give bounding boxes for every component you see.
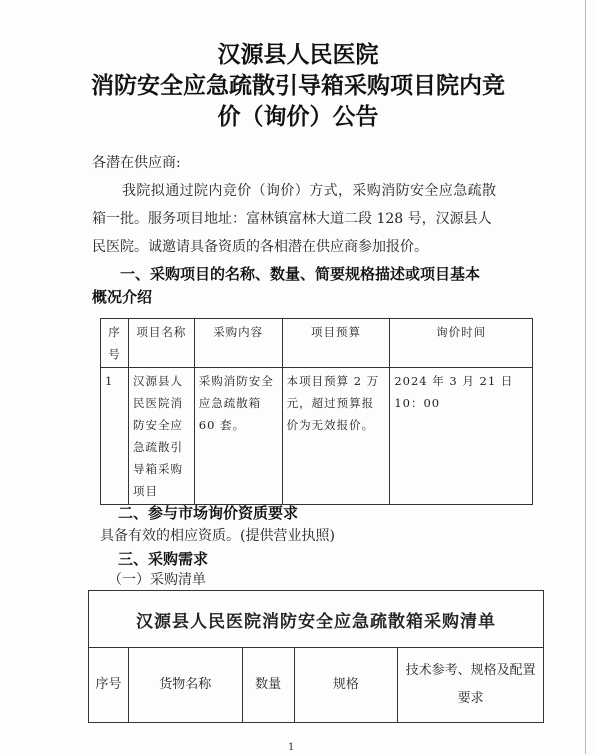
procurement-list-caption: 汉源县人民医院消防安全应急疏散箱采购清单 xyxy=(89,591,544,648)
cell-no: 1 xyxy=(101,368,129,505)
header-cell-spec: 规格 xyxy=(294,648,398,723)
header-cell-tech-requirements: 技术参考、规格及配置要求 xyxy=(398,648,544,723)
cell-name: 汉源县人民医院消防安全应急疏散引导箱采购项目 xyxy=(128,368,194,505)
header-cell-budget: 项目预算 xyxy=(282,319,390,368)
header-cell-goods-name: 货物名称 xyxy=(128,648,242,723)
title-line-2: 消防安全应急疏散引导箱采购项目院内竞 xyxy=(91,73,505,99)
header-cell-no: 序号 xyxy=(89,648,129,723)
section-2-heading: 二、参与市场询价资质要求 xyxy=(118,504,299,522)
section-1-heading-line-1: 一、采购项目的名称、数量、简要规格描述或项目基本 xyxy=(120,265,481,283)
intro-line-3: 民医院。诚邀请具备资质的各相潜在供应商参加报价。 xyxy=(92,239,428,255)
salutation: 各潜在供应商: xyxy=(92,155,181,171)
intro-line-1: 我院拟通过院内竞价（询价）方式，采购消防安全应急疏散 xyxy=(122,183,497,199)
table-header-row xyxy=(101,319,533,368)
project-overview-table xyxy=(100,318,533,505)
title-line-3: 价（询价）公告 xyxy=(217,104,379,130)
header-cell-quantity: 数量 xyxy=(242,648,294,723)
cell-time: 2024 年 3 月 21 日 10：00 xyxy=(390,368,533,505)
title-line-1: 汉源县人民医院 xyxy=(217,42,379,68)
procurement-list-table xyxy=(88,590,544,723)
cell-budget: 本项目预算 2 万元，超过预算报价为无效报价。 xyxy=(282,368,390,505)
section-2-text: 具备有效的相应资质。(提供营业执照) xyxy=(100,528,335,544)
header-cell-name: 项目名称 xyxy=(128,319,194,368)
intro-line-2: 箱一批。服务项目地址：富林镇富林大道二段 128 号，汉源县人 xyxy=(92,211,492,227)
section-3-heading: 三、采购需求 xyxy=(118,550,209,568)
header-cell-content: 采购内容 xyxy=(194,319,282,368)
cell-content: 采购消防安全应急疏散箱 60 套。 xyxy=(194,368,282,505)
section-1-heading-line-2: 概况介绍 xyxy=(92,288,153,306)
table-row xyxy=(101,368,533,505)
page-number: 1 xyxy=(288,742,295,753)
table-header-row xyxy=(89,648,544,723)
header-cell-no: 序号 xyxy=(101,319,129,368)
section-3-subheading: （一）采购清单 xyxy=(108,572,206,588)
header-cell-time: 询价时间 xyxy=(390,319,533,368)
